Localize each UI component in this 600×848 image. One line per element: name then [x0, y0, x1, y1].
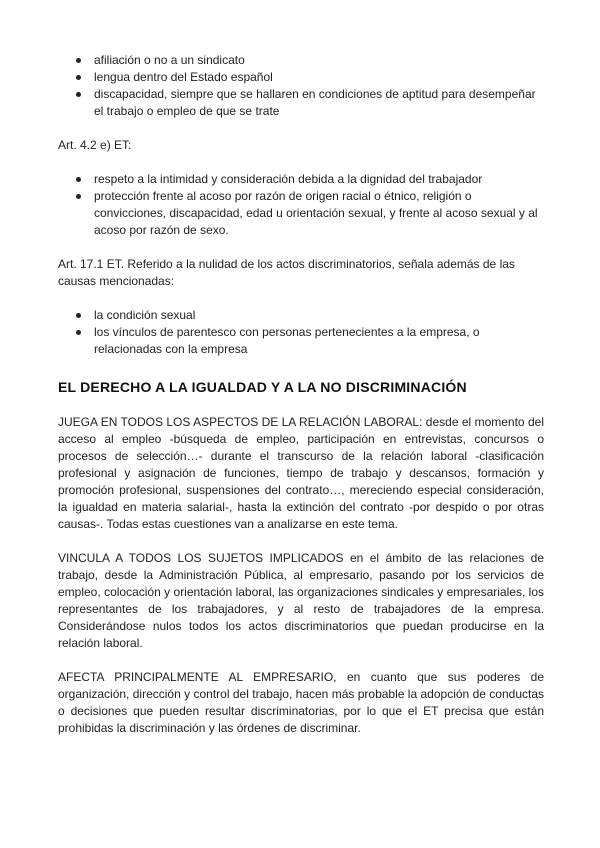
paragraph-labor-relationship: JUEGA EN TODOS LOS ASPECTOS DE LA RELACIÓN LABORAL: desde el momento del acceso al empleo -búsqueda de empleo, participación en entrevistas, concursos o procesos de selección…- durante el transcurso de la relación laboral -clasificación profesional y asignación de funciones, tiempo de trabajo y descansos, formación y promoción profesional, suspensiones del contrato…, mereciendo especial consideración, la igualdad en materia salarial-, hasta la extinción del contrato -por despido o por otras causas-. Todas estas cuestiones van a analizarse en este tema. — [58, 415, 544, 531]
section-heading: EL DERECHO A LA IGUALDAD Y A LA NO DISCRIMINACIÓN — [58, 379, 467, 395]
list-item: la condición sexual — [58, 307, 544, 324]
list-item: los vínculos de parentesco con personas pertenecientes a la empresa, o relacionadas con la empresa — [58, 324, 544, 358]
paragraph-employer: AFECTA PRINCIPALMENTE AL EMPRESARIO, en cuanto que sus poderes de organización, dirección y control del trabajo, hacen más probable la adopción de conductas o decisiones que pueden resultar discriminatorias, por lo que el ET precisa que están prohibidas la discriminación y las órdenes de discriminar. — [58, 670, 544, 735]
document-page — [58, 52, 544, 737]
bullet-list-worker-rights — [58, 171, 544, 239]
paragraph-subjects-involved: VINCULA A TODOS LOS SUJETOS IMPLICADOS en el ámbito de las relaciones de trabajo, desde la Administración Pública, al empresario, pasando por los servicios de empleo, colocación y orientación laboral, las organizaciones sindicales y empresariales, los representantes de los trabajadores, y al resto de trabajadores de la empresa. Considerándose nulos todos los actos discriminatorios que puedan producirse en la relación laboral. — [58, 551, 544, 650]
bullet-list-additional-causes — [58, 307, 544, 358]
article-reference-4-2: Art. 4.2 e) ET: — [58, 138, 132, 152]
list-item: discapacidad, siempre que se hallaren en condiciones de aptitud para desempeñar el trabajo o empleo de que se trate — [58, 86, 544, 120]
list-item: afiliación o no a un sindicato — [58, 52, 544, 69]
article-reference-17-1: Art. 17.1 ET. Referido a la nulidad de los actos discriminatorios, señala además de las causas mencionadas: — [58, 257, 515, 288]
list-item: protección frente al acoso por razón de origen racial o étnico, religión o convicciones, discapacidad, edad u orientación sexual, y frente al acoso sexual y al acoso por razón de sexo. — [58, 188, 544, 239]
list-item: lengua dentro del Estado español — [58, 69, 544, 86]
list-item: respeto a la intimidad y consideración debida a la dignidad del trabajador — [58, 171, 544, 188]
bullet-list-discrimination-causes — [58, 52, 544, 120]
